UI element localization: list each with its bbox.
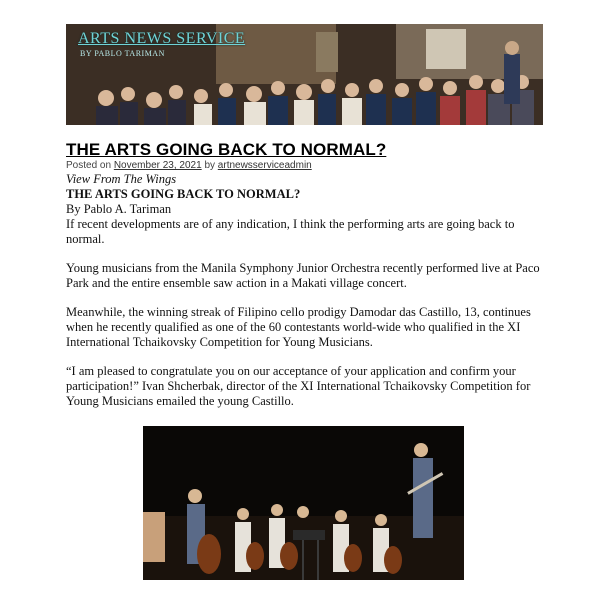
author-link[interactable]: artnewsserviceadmin bbox=[217, 160, 312, 171]
article-byline: By Pablo A. Tariman bbox=[66, 202, 172, 216]
orchestra-photo bbox=[143, 426, 464, 580]
meta-prefix: Posted on bbox=[66, 160, 112, 171]
article-body bbox=[66, 172, 546, 423]
orchestra-image bbox=[143, 426, 464, 580]
paragraph: “I am pleased to congratulate you on our acceptance of your application and confirm your participation!” Ivan Shcherbak, director of the XI International Tchaikovsky Competition for Young Musicians emailed the young Castillo. bbox=[66, 364, 531, 408]
post-title[interactable]: THE ARTS GOING BACK TO NORMAL? bbox=[66, 140, 387, 159]
post-meta bbox=[66, 160, 312, 171]
paragraph: Meanwhile, the winning streak of Filipino cello prodigy Damodar das Castillo, 13, continues when he recently qualified as one of the 60 contestants world-wide who qualified in the XI International Tchaikovsky Competition for Young Musicians. bbox=[66, 305, 531, 349]
column-name: View From The Wings bbox=[66, 172, 177, 186]
paragraph: If recent developments are of any indication, I think the performing arts are going back to normal. bbox=[66, 217, 515, 246]
article-headline: THE ARTS GOING BACK TO NORMAL? bbox=[66, 187, 301, 201]
site-title[interactable]: ARTS NEWS SERVICE bbox=[78, 30, 246, 47]
post-date-link[interactable]: November 23, 2021 bbox=[113, 160, 202, 171]
meta-by: by bbox=[204, 160, 216, 171]
site-byline: BY PABLO TARIMAN bbox=[80, 49, 165, 58]
paragraph: Young musicians from the Manila Symphony Junior Orchestra recently performed live at Paco Park and the entire ensemble saw action in a Makati village concert. bbox=[66, 261, 540, 290]
site-banner[interactable] bbox=[66, 24, 543, 125]
